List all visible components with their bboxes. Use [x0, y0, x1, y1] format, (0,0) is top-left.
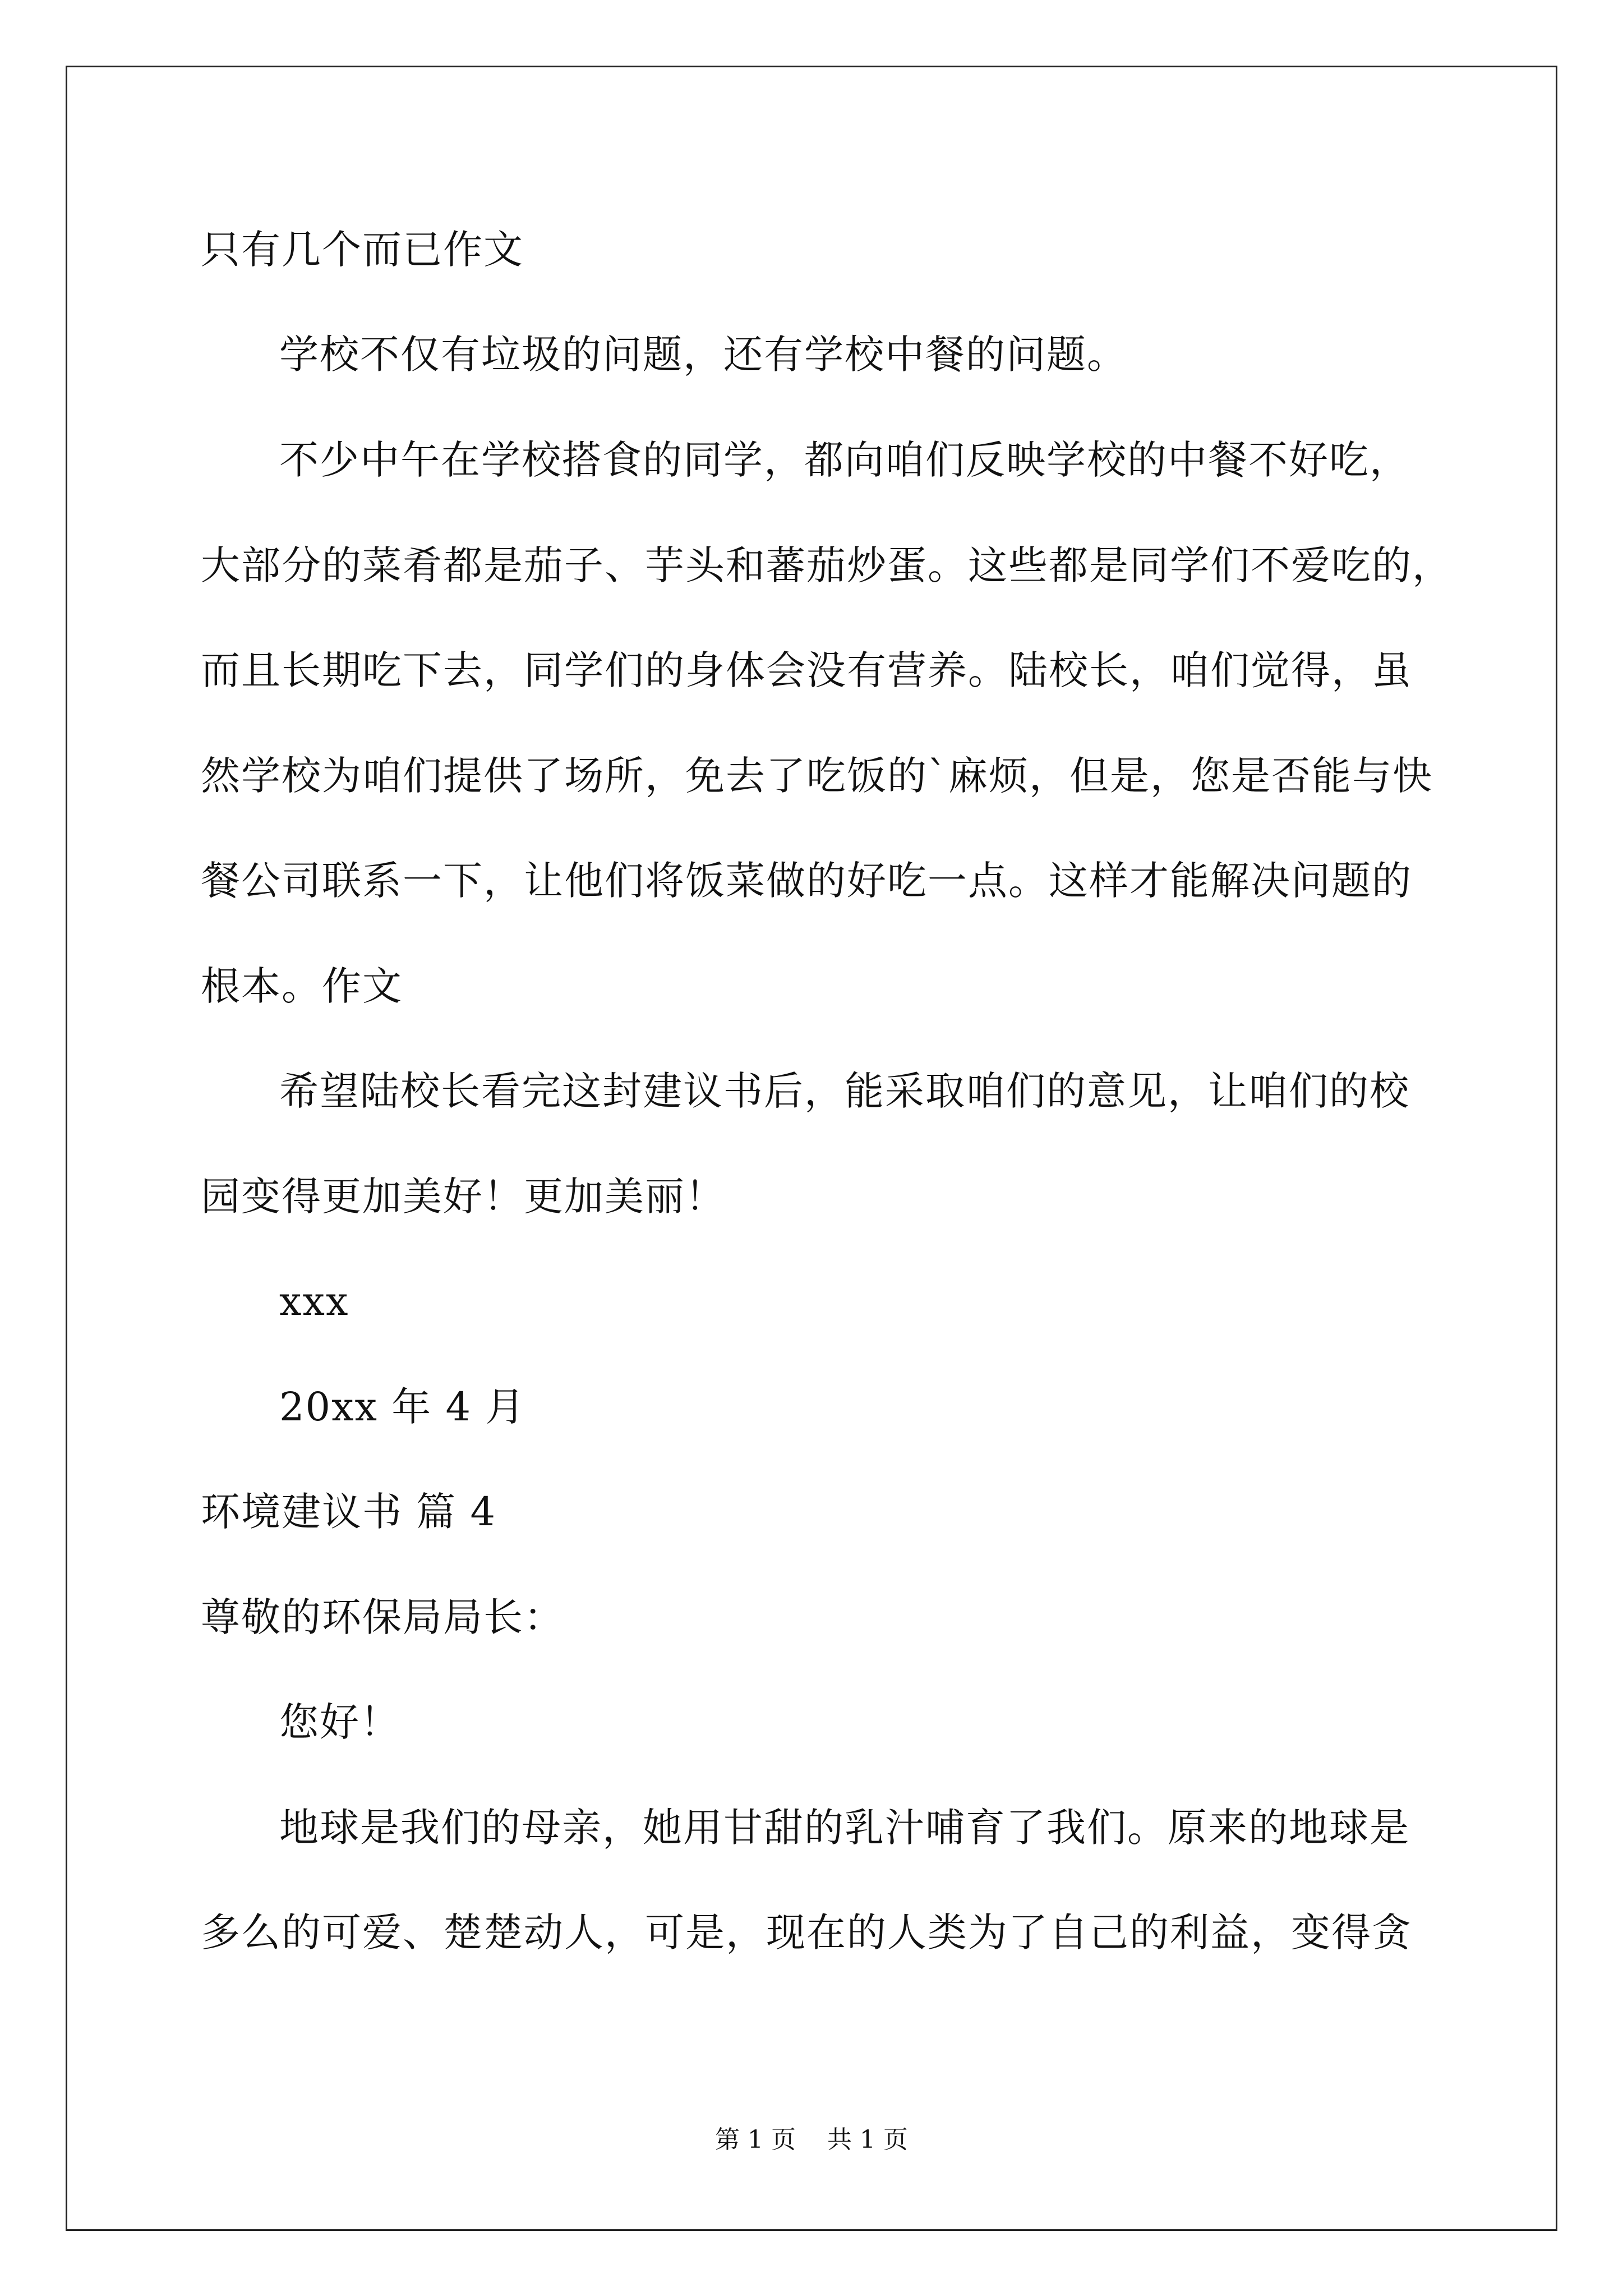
text-line: 只有几个而已作文: [201, 227, 524, 273]
text-line: 大部分的菜肴都是茄子、芋头和蕃茄炒蛋。这些都是同学们不爱吃的，: [201, 542, 1453, 588]
text-line: 多么的可爱、楚楚动人，可是，现在的人类为了自己的利益，变得贪: [201, 1910, 1412, 1955]
text-line: 根本。作文: [201, 963, 403, 1009]
salutation: 尊敬的环保局局长：: [201, 1594, 564, 1640]
greeting: 您好！: [279, 1699, 400, 1745]
text-line: 学校不仅有垃圾的问题，还有学校中餐的问题。: [279, 332, 1127, 378]
text-line: 然学校为咱们提供了场所，免去了吃饭的`麻烦，但是，您是否能与快: [201, 753, 1433, 799]
signature-name: xxx: [279, 1278, 349, 1324]
text-line: 地球是我们的母亲，她用甘甜的乳汁哺育了我们。原来的地球是: [279, 1805, 1410, 1851]
text-line: 园变得更加美好！更加美丽！: [201, 1174, 726, 1220]
text-line: 而且长期吃下去，同学们的身体会没有营养。陆校长，咱们觉得，虽: [201, 647, 1412, 693]
text-line: 餐公司联系一下，让他们将饭菜做的好吃一点。这样才能解决问题的: [201, 858, 1412, 904]
text-line: 不少中午在学校搭食的同学，都向咱们反映学校的中餐不好吃，: [279, 437, 1410, 483]
signature-date: 20xx 年 4 月: [279, 1384, 526, 1430]
page-footer: 第 1 页 共 1 页: [715, 2125, 908, 2154]
text-line: 希望陆校长看完这封建议书后，能采取咱们的意见，让咱们的校: [279, 1068, 1410, 1114]
page-border: [66, 66, 1557, 2231]
section-heading: 环境建议书 篇 4: [201, 1489, 497, 1535]
